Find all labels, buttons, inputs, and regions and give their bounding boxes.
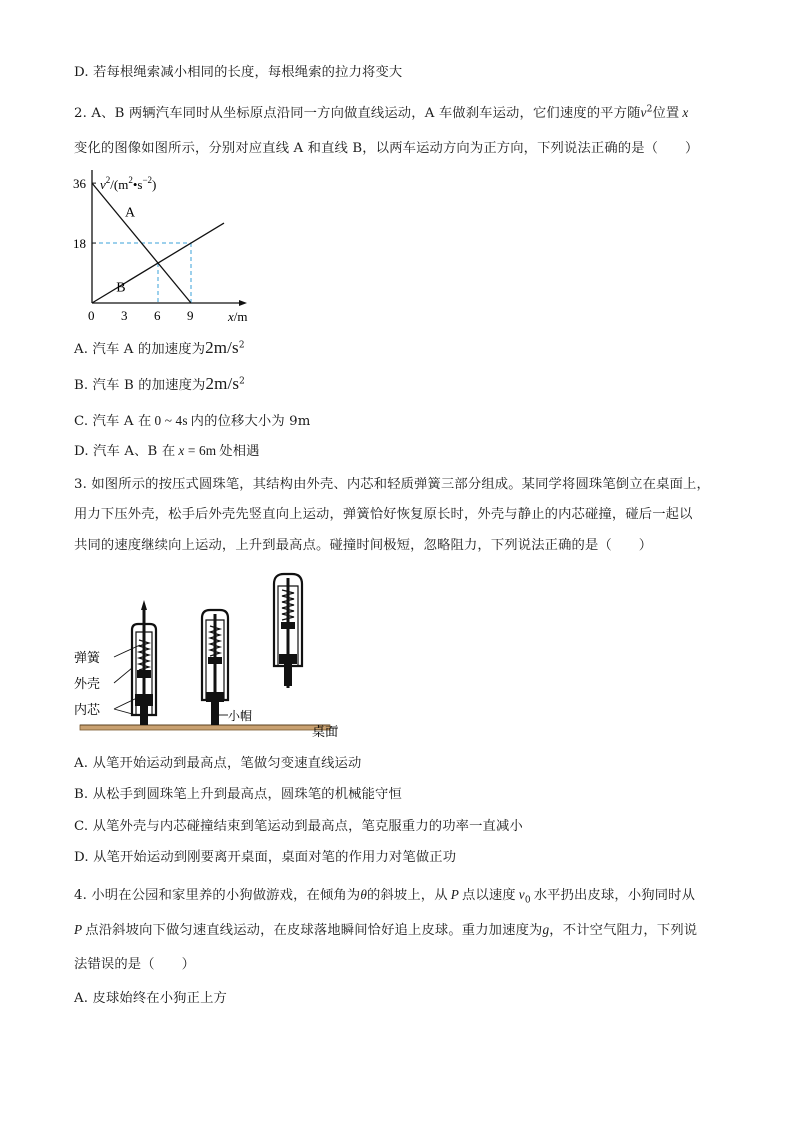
q3-stem-line1: 3. 如图所示的按压式圆珠笔，其结构由外壳、内芯和轻质弹簧三部分组成。某同学将圆珠笔倒立在桌面上， bbox=[74, 477, 710, 492]
q2-stem-text: 2. A、B 两辆汽车同时从坐标原点沿同一方向做直线运动，A 车做刹车运动，它们速度的平方随 bbox=[74, 106, 641, 121]
q2-chart bbox=[60, 170, 260, 330]
q4-stem-line1 bbox=[74, 885, 695, 906]
q2-option-d-x: x bbox=[178, 443, 185, 458]
q2-option-b-text: B. 汽车 B 的加速度为 bbox=[74, 378, 206, 393]
q2-option-b-value: 2m/s bbox=[205, 374, 240, 393]
pen-extending bbox=[202, 610, 228, 725]
q3-option-d: D. 从笔开始运动到刚要离开桌面，桌面对笔的作用力对笔做正功 bbox=[74, 850, 457, 865]
q4-text-4: 水平扔出皮球，小狗同时从 bbox=[533, 888, 696, 903]
x-tick-0: 0 bbox=[88, 308, 95, 323]
q2-option-a-sup: 2 bbox=[238, 340, 245, 351]
x-tick-6: 6 bbox=[154, 308, 161, 323]
q4-stem-line2 bbox=[74, 920, 697, 941]
q2-option-d bbox=[74, 441, 260, 462]
label-spring: 弹簧 bbox=[74, 651, 101, 666]
p-symbol: P bbox=[450, 887, 459, 902]
chart-ylabel: $v^2/(m^2•s^{-2})$ bbox=[100, 175, 157, 192]
q2-option-a-text: A. 汽车 A 的加速度为 bbox=[74, 342, 206, 357]
y-tick-18: 18 bbox=[73, 236, 86, 252]
q3-option-c: C. 从笔外壳与内芯碰撞结束到笔运动到最高点，笔克服重力的功率一直减小 bbox=[74, 819, 523, 834]
chart-layer bbox=[73, 170, 247, 323]
q2-option-b bbox=[74, 374, 245, 396]
p-symbol-2: P bbox=[74, 922, 83, 937]
q2-option-c bbox=[74, 411, 311, 432]
series-label-B: B bbox=[116, 280, 126, 296]
y-tick-36: 36 bbox=[73, 176, 86, 192]
label-cap: 小帽 bbox=[228, 709, 253, 723]
q2-stem-line2: 变化的图像如图所示，分别对应直线 A 和直线 B，以两车运动方向为正方向，下列说法正确的是（ ） bbox=[74, 141, 699, 156]
q4-text-3: 点以速度 bbox=[461, 888, 516, 903]
q4-text-6: ，不计空气阻力，下列说 bbox=[549, 923, 698, 938]
q2-option-c-math: 0 ~ 4s bbox=[154, 413, 188, 428]
q2-pos-text: 位置 bbox=[652, 106, 680, 121]
label-desk: 桌面 bbox=[312, 725, 339, 740]
q2-option-a bbox=[74, 338, 245, 360]
q3-stem-line3: 共同的速度继续向上运动，上升到最高点。碰撞时间极短，忽略阻力，下列说法正确的是（ ） bbox=[74, 538, 653, 553]
desk-surface bbox=[80, 725, 330, 730]
pen-compressed bbox=[132, 600, 156, 725]
q2-stem-line1 bbox=[74, 103, 688, 124]
q4-option-a: A. 皮球始终在小狗正上方 bbox=[74, 991, 227, 1006]
q4-text-5: 点沿斜坡向下做匀速直线运动，在皮球落地瞬间恰好追上皮球。重力加速度为 bbox=[85, 923, 543, 938]
q3-pen-figure bbox=[66, 570, 356, 742]
q4-text-2: 的斜坡上，从 bbox=[367, 888, 448, 903]
q3-option-a: A. 从笔开始运动到最高点，笔做匀变速直线运动 bbox=[74, 756, 362, 771]
q2-option-c-post: 内的位移大小为 9m bbox=[190, 414, 311, 429]
x-symbol: x bbox=[682, 105, 689, 120]
q3-option-b: B. 从松手到圆珠笔上升到最高点，圆珠笔的机械能守恒 bbox=[74, 787, 402, 802]
q3-stem-line2: 用力下压外壳，松手后外壳先竖直向上运动，弹簧恰好恢复原长时，外壳与静止的内芯碰撞，碰后一起以 bbox=[74, 507, 693, 522]
q2-option-d-math: = 6m bbox=[184, 443, 217, 458]
q1-option-d: D. 若每根绳索减小相同的长度，每根绳索的拉力将变大 bbox=[74, 65, 403, 80]
v0-symbol: v bbox=[518, 887, 525, 902]
chart-xlabel: x/m bbox=[228, 309, 248, 324]
v-sup: 2 bbox=[646, 104, 653, 115]
q4-stem-line3: 法错误的是（ ） bbox=[74, 957, 196, 972]
g-symbol: g bbox=[542, 922, 550, 937]
theta-symbol: θ bbox=[360, 887, 367, 902]
pen-at-top bbox=[274, 574, 302, 688]
q2-option-a-value: 2m/s bbox=[205, 338, 239, 357]
series-label-A: A bbox=[125, 205, 136, 221]
q2-option-d-post: 处相遇 bbox=[219, 444, 260, 459]
series-line-B bbox=[92, 223, 224, 303]
x-tick-9: 9 bbox=[187, 308, 194, 323]
v0-sub: 0 bbox=[524, 895, 531, 906]
q2-option-c-text: C. 汽车 A 在 bbox=[74, 414, 152, 429]
label-shell: 外壳 bbox=[74, 677, 101, 692]
x-axis-arrow bbox=[239, 300, 247, 306]
v-symbol: v bbox=[640, 105, 647, 120]
q4-text-1: 4. 小明在公园和家里养的小狗做游戏，在倾角为 bbox=[74, 888, 361, 903]
q2-option-b-sup: 2 bbox=[239, 376, 246, 387]
x-tick-3: 3 bbox=[121, 308, 128, 323]
q2-option-d-text: D. 汽车 A、B 在 bbox=[74, 444, 176, 459]
label-core: 内芯 bbox=[74, 703, 101, 718]
